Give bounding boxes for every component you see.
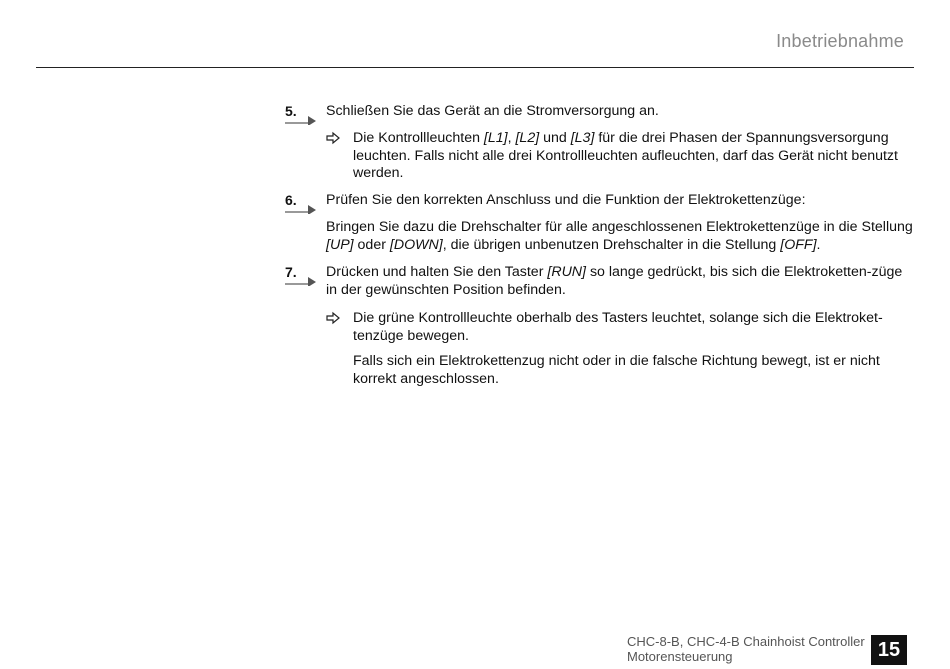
- step-7-result: [326, 310, 921, 345]
- text-run: oder: [353, 236, 390, 253]
- step-number-label: 5.: [285, 103, 297, 119]
- step-number: [285, 192, 319, 210]
- text-run: für die drei Phasen der Spannungsversorgung leuchten. Falls nicht alle drei Kontrollleuchten aufleuchten, darf das Gerät nicht benutzt werden.: [353, 130, 898, 181]
- footer-product: [627, 634, 865, 664]
- step-arrow-icon: [285, 204, 317, 214]
- step-number-label: 6.: [285, 192, 297, 208]
- step-6-paragraph: [326, 219, 921, 254]
- step-arrow-icon: [285, 115, 317, 125]
- step-6: [285, 192, 917, 210]
- switch-down-ref: [DOWN]: [389, 236, 443, 253]
- step-number-label: 7.: [285, 264, 297, 280]
- text-run: Die Kontrollleuchten: [353, 130, 484, 146]
- result-text: Die grüne Kontrollleuchte oberhalb des Tasters leuchtet, solange sich die Elektroket-tenzüge bewegen.: [353, 310, 883, 344]
- result-arrow-icon: [326, 131, 340, 145]
- step-arrow-icon: [285, 276, 317, 286]
- run-button-ref: [RUN]: [547, 264, 586, 280]
- switch-off-ref: [OFF]: [780, 236, 817, 253]
- result-arrow-icon: [326, 311, 340, 325]
- lamp-l3-ref: [L3]: [570, 130, 595, 146]
- text-run: und: [539, 130, 571, 146]
- result-text: [353, 130, 921, 183]
- lamp-l1-ref: [L1]: [483, 130, 508, 146]
- step-5: [285, 103, 917, 121]
- text-run: Bringen Sie dazu die Drehschalter für alle angeschlossenen Elektrokettenzüge in die Stellung: [326, 219, 913, 235]
- header-divider: [36, 67, 914, 68]
- step-5-result: [326, 130, 921, 183]
- step-7-note: Falls sich ein Elektrokettenzug nicht oder in die falsche Richtung bewegt, ist er nicht korrekt angeschlossen.: [353, 353, 880, 387]
- step-text: Schließen Sie das Gerät an die Stromversorgung an.: [326, 103, 659, 119]
- header-title: Inbetriebnahme: [776, 31, 904, 51]
- lamp-l2-ref: [L2]: [515, 130, 540, 146]
- step-number: [285, 103, 319, 121]
- footer-product-subtitle: Motorensteuerung: [627, 649, 733, 664]
- text-run: so lange gedrückt, bis sich die Elektroketten-züge in der gewünschten Position befinden.: [326, 264, 903, 298]
- step-7: [285, 264, 917, 299]
- text-run: ,: [507, 130, 516, 146]
- footer-product-name: CHC-8-B, CHC-4-B Chainhoist Controller: [627, 634, 865, 649]
- text-run: .: [816, 236, 821, 253]
- text-run: Drücken und halten Sie den Taster: [326, 264, 548, 280]
- step-text: Prüfen Sie den korrekten Anschluss und die Funktion der Elektrokettenzüge:: [326, 192, 806, 208]
- text-run: , die übrigen unbenutzen Drehschalter in die Stellung: [442, 236, 781, 253]
- step-number: [285, 264, 319, 282]
- page-number: 15: [871, 635, 907, 665]
- switch-up-ref: [UP]: [326, 236, 354, 253]
- step-text: [326, 264, 917, 299]
